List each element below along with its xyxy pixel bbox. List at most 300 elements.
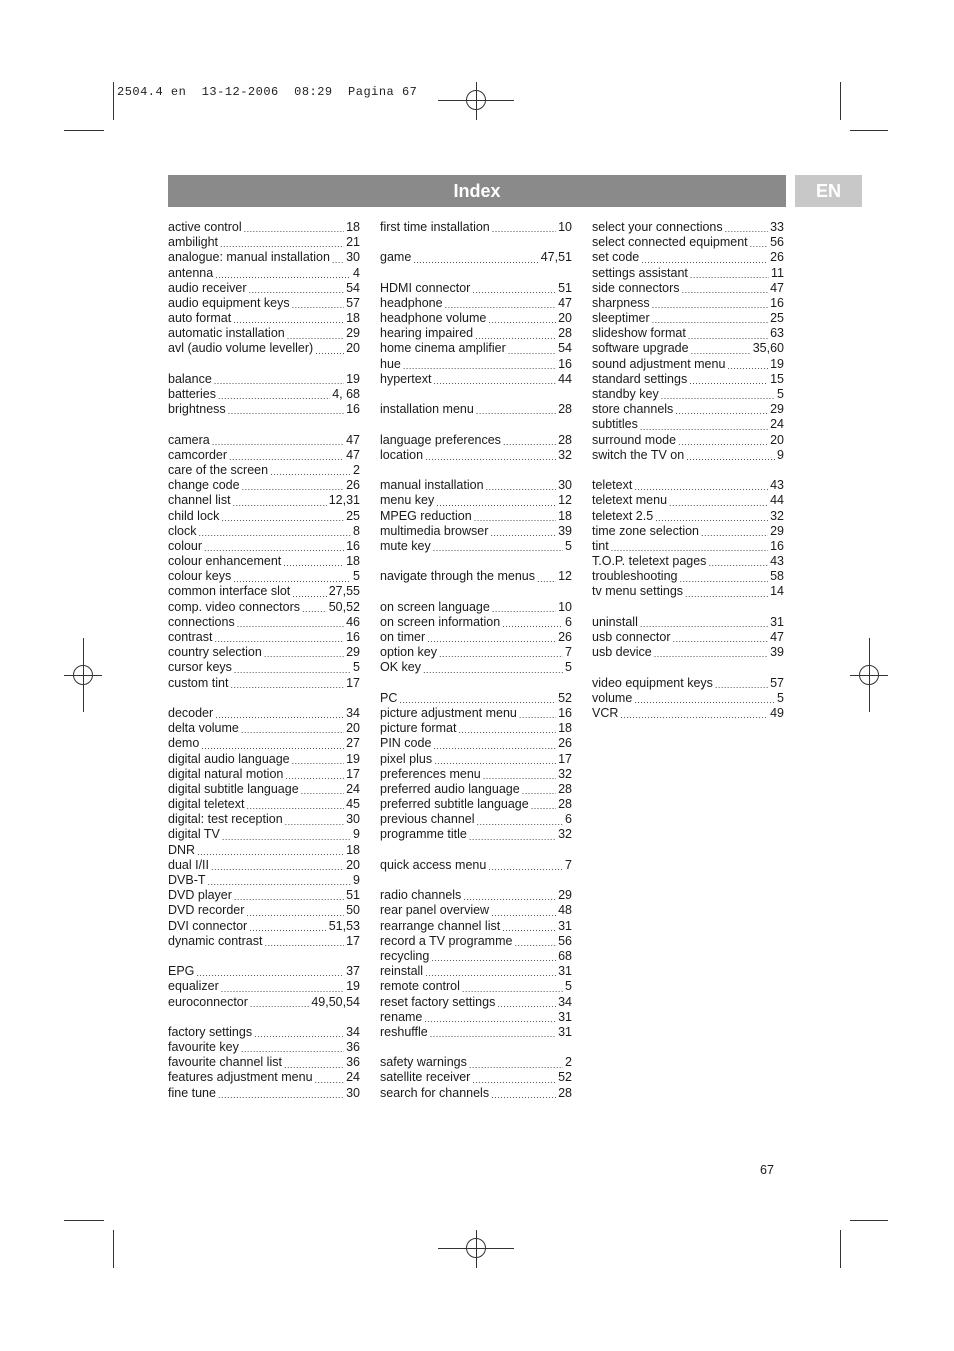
dot-leader [620,706,768,721]
index-page-ref: 30 [346,1085,360,1100]
index-page-ref: 49 [770,705,784,720]
index-term: rear panel overview [380,903,490,918]
index-column-3 [592,220,784,721]
index-page-ref: 27,55 [328,584,360,599]
index-term: camcorder [168,447,228,462]
crop-mark [64,130,104,131]
index-term: standby key [592,387,659,402]
index-term: sharpness [592,295,650,310]
dot-leader [229,448,344,463]
dot-leader [725,220,768,235]
index-page-ref: 12 [558,493,572,508]
index-term: hearing impaired [380,326,474,341]
index-page-ref: 9 [353,873,360,888]
index-entry [380,706,572,721]
index-term: hue [380,356,401,371]
index-page-ref: 5 [353,569,360,584]
index-page-ref: 26 [558,736,572,751]
dot-leader [214,630,344,645]
index-page-ref: 31 [770,614,784,629]
index-page-ref: 68 [558,948,572,963]
index-page-ref: 20 [346,857,360,872]
dot-leader [249,919,327,934]
index-term: usb device [592,645,652,660]
index-term: uninstall [592,614,638,629]
index-page-ref: 31 [558,918,572,933]
index-entry [592,417,784,432]
index-term: audio equipment keys [168,295,290,310]
index-term: installation menu [380,402,474,417]
index-entry [380,660,572,675]
dot-leader [431,949,556,964]
dot-leader [502,615,563,630]
dot-leader [661,387,775,402]
index-page-ref: 34 [346,1024,360,1039]
index-group-spacer [168,949,360,964]
index-term: subtitles [592,417,638,432]
index-column-1 [168,220,360,1101]
index-page-ref: 20 [346,341,360,356]
index-page-ref: 47 [346,432,360,447]
index-entry [168,767,360,782]
dot-leader [270,463,351,478]
index-entry [168,266,360,281]
index-term: euroconnector [168,994,248,1009]
index-term: digital TV [168,827,220,842]
index-entry [168,797,360,812]
dot-leader [292,585,326,600]
index-page-ref: 6 [565,614,572,629]
index-term: demo [168,736,200,751]
index-entry [380,828,572,843]
dot-leader [652,296,768,311]
index-entry [380,1055,572,1070]
index-entry [168,448,360,463]
index-page-ref: 29 [770,523,784,538]
index-term: connections [168,614,235,629]
index-term: headphone [380,295,443,310]
index-term: delta volume [168,721,239,736]
dot-leader [439,645,563,660]
index-term: settings assistant [592,265,688,280]
index-term: teletext menu [592,493,668,508]
index-entry [380,509,572,524]
index-entry [592,630,784,645]
index-entry [168,600,360,615]
index-entry [168,569,360,584]
index-page-ref: 32 [558,827,572,842]
index-page-ref: 26 [558,630,572,645]
dot-leader [611,539,768,554]
index-term: search for channels [380,1085,490,1100]
index-term: country selection [168,645,262,660]
dot-leader [230,676,344,691]
index-term: custom tint [168,675,229,690]
dot-leader [462,980,563,995]
index-term: DVB-T [168,873,206,888]
crop-mark [840,1230,841,1268]
index-entry [592,357,784,372]
index-entry [168,342,360,357]
index-group-spacer [592,600,784,615]
dot-leader [463,888,556,903]
index-page-ref: 18 [346,219,360,234]
index-term: batteries [168,387,216,402]
index-term: troubleshooting [592,569,678,584]
index-entry [380,645,572,660]
index-entry [168,281,360,296]
index-page-ref: 4 [353,265,360,280]
index-page-ref: 9 [353,827,360,842]
index-entry [592,342,784,357]
index-entry [168,433,360,448]
index-entry [380,448,572,463]
index-page-ref: 44 [770,493,784,508]
index-entry [380,569,572,584]
index-term: multimedia browser [380,523,489,538]
dot-leader [399,691,556,706]
dot-leader [315,1071,345,1086]
index-group-spacer [168,417,360,432]
index-page-ref: 28 [558,781,572,796]
dot-leader [233,570,351,585]
index-page-ref: 14 [770,584,784,599]
dot-leader [220,235,344,250]
index-term: cursor keys [168,660,232,675]
dot-leader [519,706,556,721]
dot-leader [640,418,768,433]
index-term: reset factory settings [380,994,496,1009]
index-term: OK key [380,660,421,675]
index-entry [168,463,360,478]
index-page-ref: 46 [346,614,360,629]
index-page-ref: 52 [558,690,572,705]
dot-leader [688,327,768,342]
index-term: factory settings [168,1024,253,1039]
index-term: programme title [380,827,467,842]
index-page-ref: 37 [346,964,360,979]
index-page-ref: 52 [558,1070,572,1085]
page-number: 67 [760,1163,774,1177]
index-entry [380,250,572,265]
index-group-spacer [380,417,572,432]
index-page-ref: 5 [353,660,360,675]
index-term: reshuffle [380,1024,428,1039]
index-page-ref: 27 [346,736,360,751]
dot-leader [514,934,556,949]
index-term: slideshow format [592,326,686,341]
index-entry [380,691,572,706]
index-entry [592,433,784,448]
index-entry [168,782,360,797]
index-entry [168,585,360,600]
dot-leader [198,524,351,539]
index-entry [592,676,784,691]
index-page-ref: 28 [558,1085,572,1100]
index-term: mute key [380,538,431,553]
dot-leader [425,964,556,979]
dot-leader [469,828,556,843]
dot-leader [531,797,556,812]
dot-leader [196,964,344,979]
index-page-ref: 31 [558,1009,572,1024]
index-entry [380,372,572,387]
dot-leader [679,570,768,585]
index-group-spacer [168,357,360,372]
index-term: tint [592,538,609,553]
index-entry [380,311,572,326]
index-term: T.O.P. teletext pages [592,554,707,569]
dot-leader [434,752,556,767]
index-page-ref: 58 [770,569,784,584]
index-entry [380,600,572,615]
index-entry [380,949,572,964]
index-entry [592,585,784,600]
index-entry [168,615,360,630]
dot-leader [241,721,344,736]
index-group-spacer [592,463,784,478]
dot-leader [264,645,344,660]
dot-leader [486,478,557,493]
index-term: auto format [168,311,232,326]
index-term: preferred audio language [380,781,520,796]
dot-leader [315,342,344,357]
index-page-ref: 47 [770,280,784,295]
dot-leader [413,251,538,266]
dot-leader [302,600,327,615]
index-entry [380,1086,572,1101]
index-term: previous channel [380,812,475,827]
index-term: recycling [380,948,430,963]
index-page-ref: 16 [770,295,784,310]
index-entry [168,979,360,994]
dot-leader [476,402,556,417]
dot-leader [222,828,351,843]
dot-leader [197,843,344,858]
index-page-ref: 21 [346,235,360,250]
index-page-ref: 16 [558,705,572,720]
dot-leader [673,630,769,645]
index-entry [380,296,572,311]
index-entry [168,828,360,843]
index-page-ref: 29 [346,326,360,341]
index-entry [592,691,784,706]
index-term: on screen language [380,599,490,614]
dot-leader [508,342,556,357]
index-page-ref: 16 [346,538,360,553]
dot-leader [634,478,768,493]
dot-leader [445,296,557,311]
index-entry [380,964,572,979]
language-tab [795,175,862,207]
index-page-ref: 50,52 [328,599,360,614]
index-term: favourite key [168,1040,239,1055]
index-term: reinstall [380,964,424,979]
index-term: on timer [380,630,426,645]
index-term: language preferences [380,432,501,447]
index-term: headphone volume [380,311,487,326]
dot-leader [522,782,556,797]
index-entry [380,524,572,539]
dot-leader [403,357,556,372]
index-term: fine tune [168,1085,216,1100]
index-entry [168,903,360,918]
index-entry [168,478,360,493]
dot-leader [491,1086,556,1101]
index-term: brightness [168,402,226,417]
index-term: on screen information [380,614,501,629]
index-term: digital audio language [168,751,290,766]
index-term: care of the screen [168,462,269,477]
index-term: MPEG reduction [380,508,472,523]
dot-leader [424,1010,556,1025]
index-entry [168,934,360,949]
dot-leader [208,873,352,888]
index-page-ref: 28 [558,402,572,417]
index-group-spacer [592,660,784,675]
dot-leader [427,630,556,645]
index-page-ref: 51,53 [328,918,360,933]
index-entry [380,478,572,493]
dot-leader [233,311,344,326]
index-entry [168,1055,360,1070]
crop-mark [113,1230,114,1268]
dot-leader [430,1025,556,1040]
index-entry [168,630,360,645]
index-page-ref: 44 [558,371,572,386]
index-page-ref: 34 [346,705,360,720]
index-entry [592,326,784,341]
index-entry [380,493,572,508]
dot-leader [332,251,344,266]
index-group-spacer [380,235,572,250]
index-page-ref: 15 [770,371,784,386]
index-page-ref: 17 [346,933,360,948]
dot-leader [675,402,768,417]
dot-leader [483,767,556,782]
index-entry [380,326,572,341]
index-entry [168,372,360,387]
index-page-ref: 24 [346,781,360,796]
index-term: avl (audio volume leveller) [168,341,314,356]
dot-leader [689,372,768,387]
index-group-spacer [380,554,572,569]
index-page-ref: 57 [770,675,784,690]
index-entry [168,1086,360,1101]
index-page-ref: 16 [346,402,360,417]
index-page-ref: 47 [558,295,572,310]
index-page-ref: 30 [346,812,360,827]
dot-leader [685,585,768,600]
index-page-ref: 32 [558,447,572,462]
print-slug: 2504.4 en 13-12-2006 08:29 Pagina 67 [117,85,418,99]
dot-leader [436,494,556,509]
index-term: option key [380,645,437,660]
index-page-ref: 56 [558,933,572,948]
index-entry [168,326,360,341]
index-page-ref: 7 [565,645,572,660]
index-page-ref: 51 [558,280,572,295]
index-term: switch the TV on [592,447,685,462]
dot-leader [654,645,768,660]
dot-leader [234,661,351,676]
index-entry [380,433,572,448]
index-entry [380,1025,572,1040]
index-term: location [380,447,424,462]
index-page-ref: 24 [346,1070,360,1085]
index-page-ref: 26 [770,250,784,265]
index-term: preferences menu [380,766,481,781]
index-page-ref: 12 [558,569,572,584]
index-entry [168,873,360,888]
dot-leader [228,402,344,417]
crop-mark [850,1220,888,1221]
index-term: digital subtitle language [168,781,299,796]
index-page-ref: 8 [353,523,360,538]
index-page-ref: 56 [770,235,784,250]
dot-leader [284,1056,344,1071]
index-term: home cinema amplifier [380,341,506,356]
index-entry [380,721,572,736]
index-page-ref: 17 [346,675,360,690]
index-entry [592,615,784,630]
index-page-ref: 5 [565,979,572,994]
index-entry [168,1025,360,1040]
dot-leader [502,919,556,934]
dot-leader [264,934,344,949]
dot-leader [215,266,351,281]
index-entry [168,721,360,736]
index-page-ref: 11 [771,265,784,280]
index-term: manual installation [380,478,484,493]
dot-leader [214,372,344,387]
index-entry [592,311,784,326]
index-term: sound adjustment menu [592,356,726,371]
dot-leader [488,311,556,326]
index-term: audio receiver [168,280,247,295]
dot-leader [215,706,344,721]
index-entry [168,1071,360,1086]
index-term: features adjustment menu [168,1070,313,1085]
index-entry [380,888,572,903]
dot-leader [727,357,768,372]
dot-leader [246,797,344,812]
index-group-spacer [380,676,572,691]
dot-leader [244,220,344,235]
index-entry [380,903,572,918]
dot-leader [201,737,344,752]
dot-leader [423,661,563,676]
dot-leader [474,509,556,524]
dot-leader [678,433,768,448]
index-term: sleeptimer [592,311,650,326]
index-entry [380,539,572,554]
index-term: software upgrade [592,341,689,356]
index-page-ref: 36 [346,1040,360,1055]
dot-leader [433,737,556,752]
index-page-ref: 54 [558,341,572,356]
index-page-ref: 33 [770,219,784,234]
dot-leader [469,1056,563,1071]
index-entry [168,296,360,311]
index-entry [168,843,360,858]
index-term: rename [380,1009,423,1024]
index-page-ref: 29 [346,645,360,660]
index-entry [592,524,784,539]
index-page-ref: 16 [558,356,572,371]
crop-mark [476,1230,477,1268]
dot-leader [472,281,556,296]
